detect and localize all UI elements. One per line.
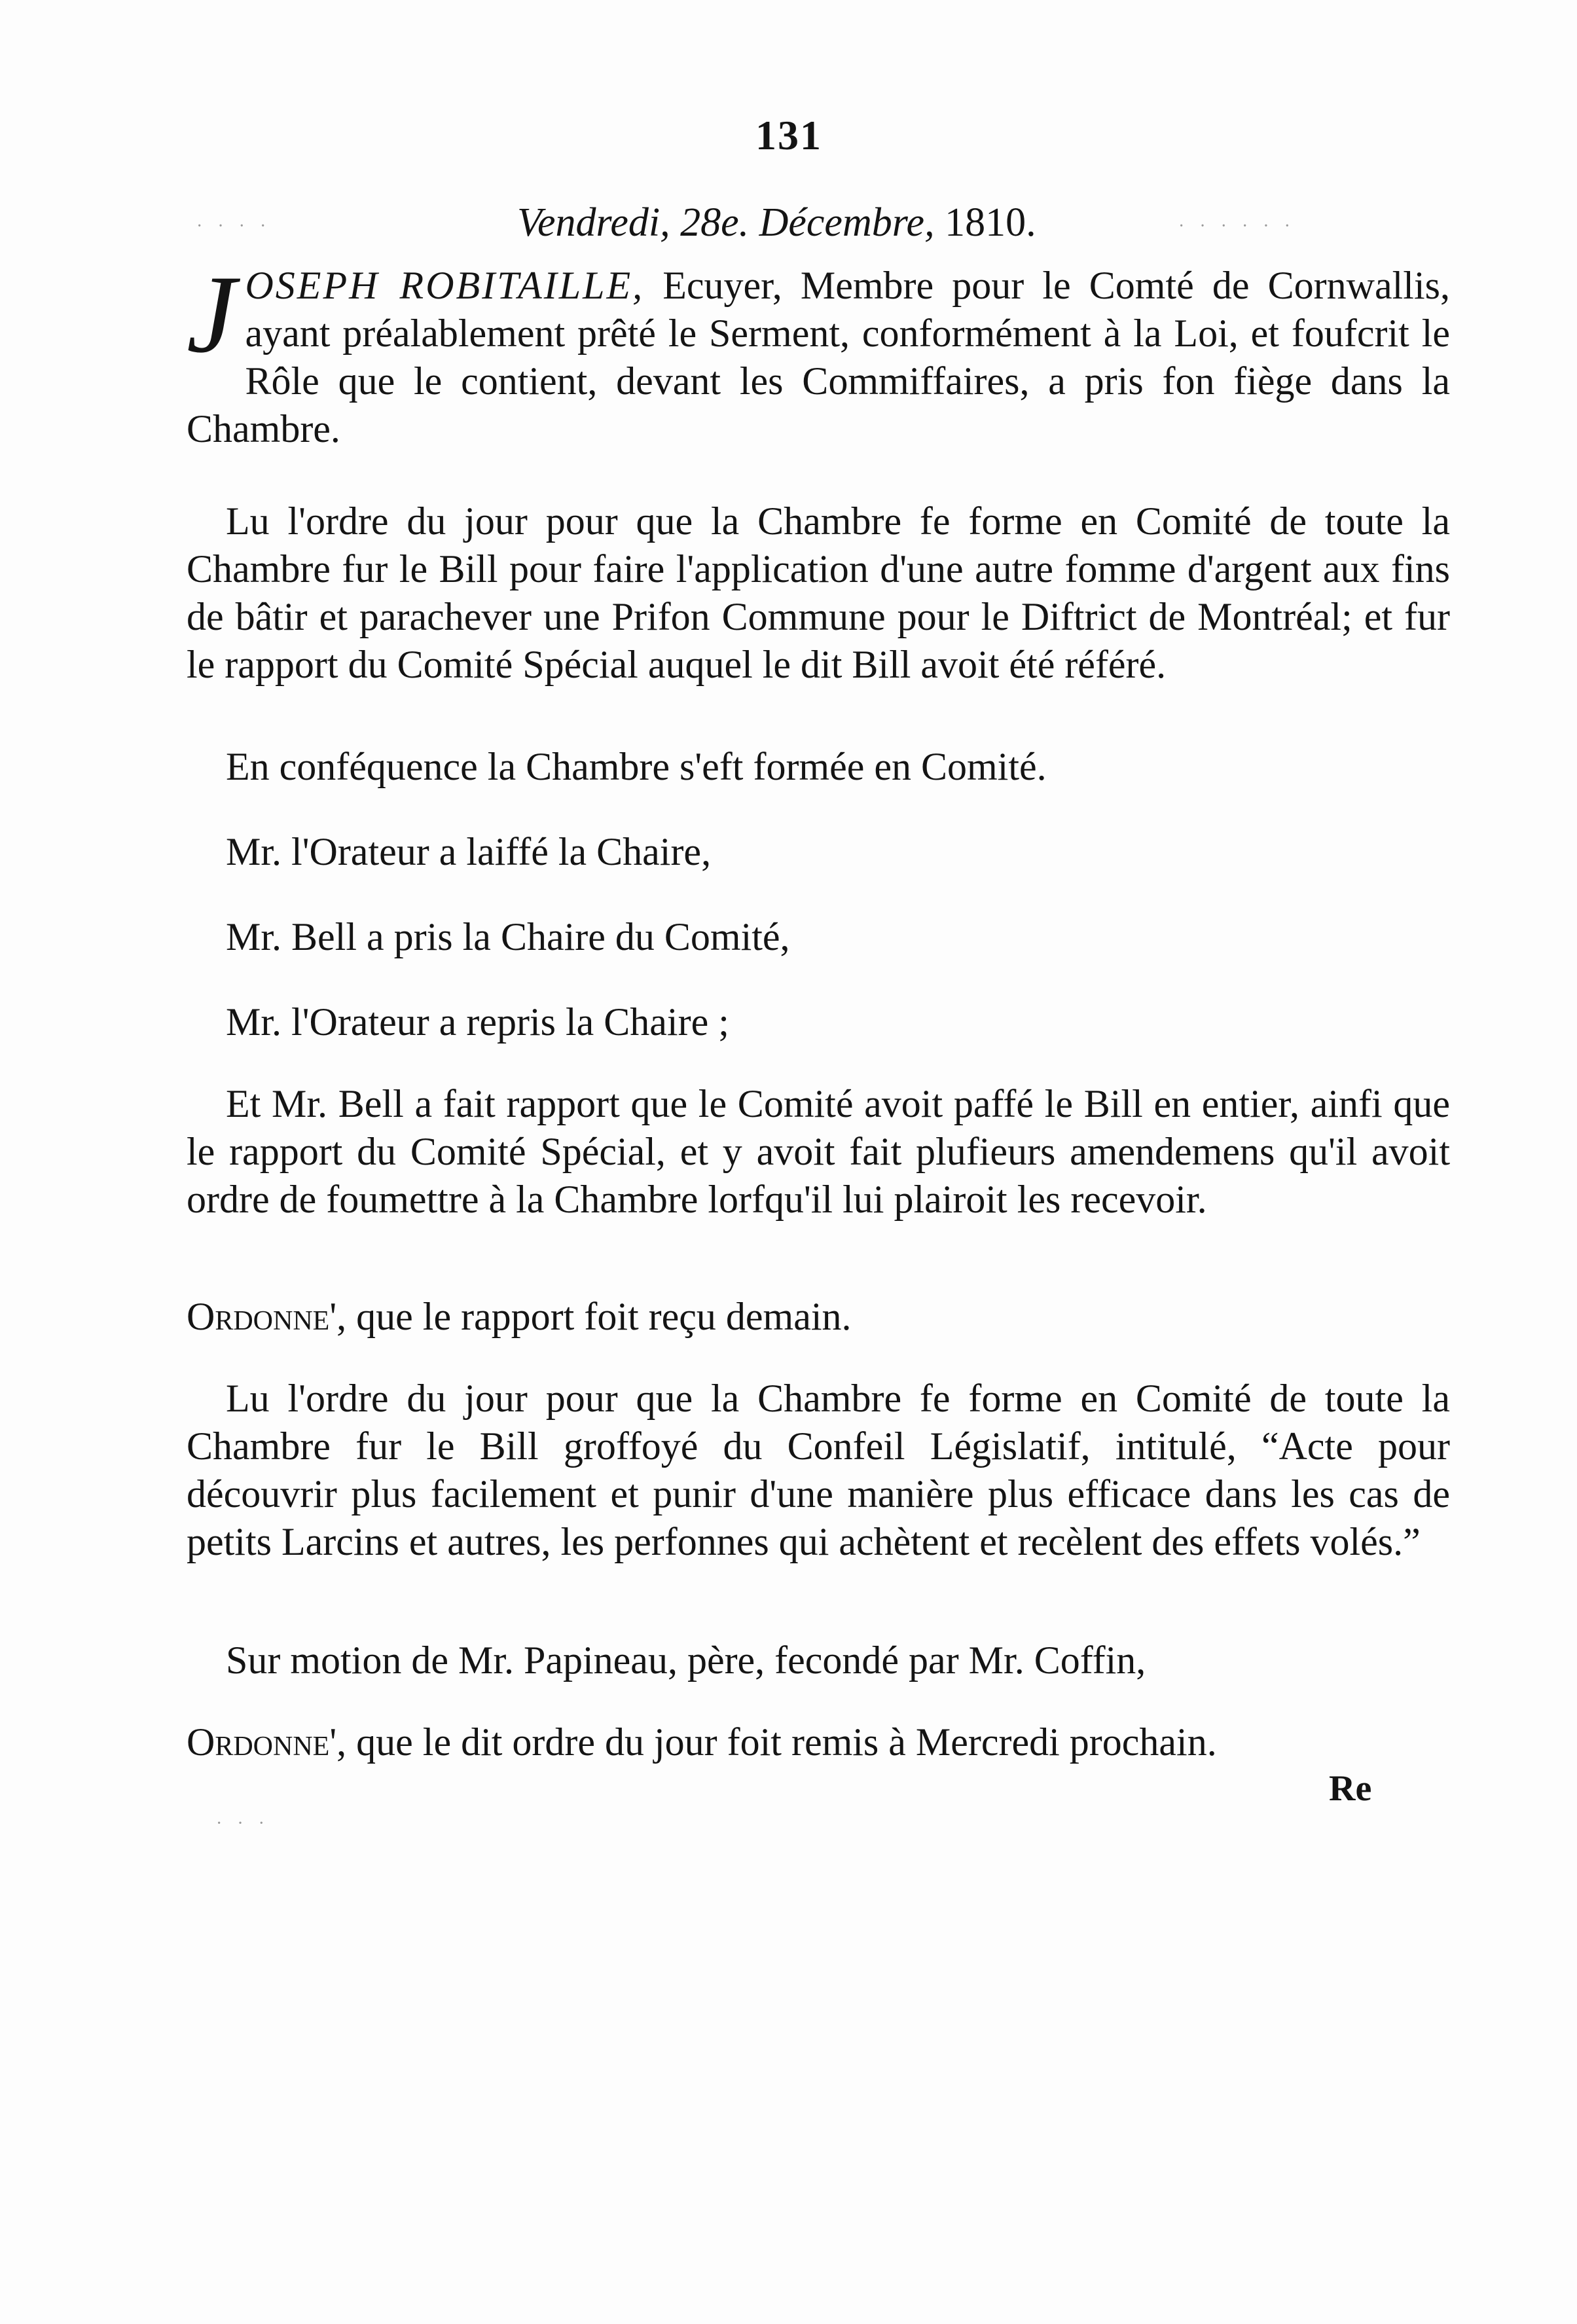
ordonne-label: Ordonne', [187,1720,347,1764]
paragraph-6 [187,998,1450,1046]
paragraph-10 [187,1637,1450,1684]
ordonne-label: Ordonne', [187,1295,347,1338]
paragraph-11 [187,1718,1450,1766]
paragraph-8 [187,1293,1450,1341]
scan-speck: · · · · · · [1178,216,1296,236]
paragraph-4 [187,828,1450,876]
paragraph-1 [187,253,1450,453]
paragraph-11-text: que le dit ordre du jour foit remis à Mercredi prochain. [346,1720,1217,1764]
member-name: OSEPH ROBITAILLE, [245,264,645,307]
scan-speck: · · · · [196,216,272,236]
paragraph-5 [187,913,1450,961]
paragraph-10-text: Sur motion de Mr. Papineau, père, fecondé par Mr. Coffin, [226,1639,1146,1682]
catch-word: Re [1329,1768,1372,1809]
paragraph-2-text: Lu l'ordre du jour pour que la Chambre fe forme en Comité de toute la Chambre fur le Bill pour faire l'application d'une autre fomme d'argent aux fins de bâtir et parachever une Prifon Commune pour le Diftrict de Montréal; et fur le rapport du Comité Spécial auquel le dit Bill avoit été référé. [187,499,1450,686]
scan-speck: · · · [216,1813,270,1834]
dateline-month: Décembre, [759,200,935,245]
paragraph-4-text: Mr. l'Orateur a laiffé la Chaire, [226,830,712,873]
paragraph-7 [187,1080,1450,1224]
dateline-year: 1810. [945,200,1036,245]
page-number: 131 [755,112,822,158]
paragraph-7-text: Et Mr. Bell a fait rapport que le Comité avoit paffé le Bill en entier, ainfi que le rapport du Comité Spécial, et y avoit fait plufieurs amendemens qu'il avoit ordre de foumettre à la Chambre lorfqu'il lui plairoit les recevoir. [187,1082,1450,1221]
paragraph-5-text: Mr. Bell a pris la Chaire du Comité, [226,915,790,958]
paragraph-9-text: Lu l'ordre du jour pour que la Chambre fe forme en Comité de toute la Chambre fur le Bill groffoyé du Confeil Législatif, intitulé, “Acte pour découvrir plus facilement et punir d'une manière plus efficace dans les cas de petits Larcins et autres, les perfonnes qui achètent et recèlent des effets volés.” [187,1377,1450,1563]
dropcap-letter: J [187,253,236,376]
dateline-day: Vendredi, [517,200,670,245]
paragraph-1-text: Ecuyer, Membre pour le Comté de Cornwallis, ayant préalablement prêté le Serment, conformément à la Loi, et foufcrit le Rôle que le contient, devant les Commiffaires, a pris fon fiège dans la Chambre. [187,264,1450,450]
paragraph-3-text: En conféquence la Chambre s'eft formée en Comité. [226,745,1047,788]
dateline [517,200,1106,246]
dateline-date: 28e. [680,200,750,245]
paragraph-9 [187,1375,1450,1566]
paragraph-2 [187,498,1450,689]
paragraph-8-text: que le rapport foit reçu demain. [346,1295,852,1338]
paragraph-3 [187,743,1450,791]
paragraph-6-text: Mr. l'Orateur a repris la Chaire ; [226,1000,729,1044]
